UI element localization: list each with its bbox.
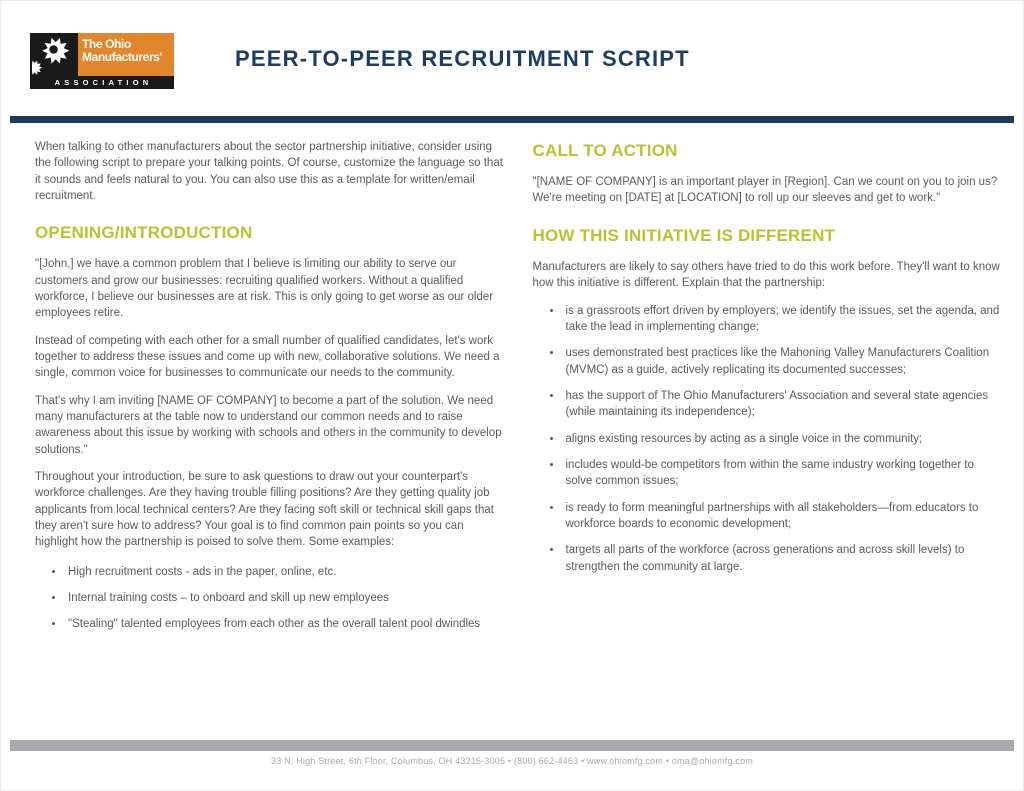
list-item: • targets all parts of the workforce (across generations and across skill levels) to strengthen the community at large.: [563, 542, 1003, 575]
list-item: • uses demonstrated best practices like the Mahoning Valley Manufacturers Coalition (MVMC) as a guide, actively replicating its documented successes;: [563, 345, 1003, 378]
list-item: • "Stealing" talented employees from each other as the overall talent pool dwindles: [65, 616, 505, 632]
list-item: • High recruitment costs - ads in the paper, online, etc.: [65, 564, 505, 580]
right-column: [533, 139, 1003, 643]
logo-association-bar: ASSOCIATION: [30, 76, 174, 89]
opening-paragraph-4: Throughout your introduction, be sure to ask questions to draw out your counterpart's workforce challenges. Are they having trouble filling positions? Are they getting quality job applicants from local technical centers? Are they facing soft skill or technical skill gaps that they aren't sure how to address? Your goal is to find common pain points so you can highlight how the partnership is poised to solve them. Some examples:: [35, 471, 494, 549]
different-intro: Manufacturers are likely to say others have tried to do this work before. They'll want to know how this initiative is different. Explain that the partnership:: [532, 260, 1000, 290]
opening-paragraph-1: "[John,] we have a common problem that I believe is limiting our ability to serve our customers and grow our businesses: recruiting qualified workers. Without a qualified workforce, I believe our businesses are at risk. This is only going to get worse as our older employees retire.: [35, 258, 494, 320]
list-item: • is a grassroots effort driven by employers; we identify the issues, set the agenda, and take the lead in implementing change;: [563, 303, 1003, 336]
call-to-action-heading: CALL TO ACTION: [532, 141, 678, 160]
page-title: PEER-TO-PEER RECRUITMENT SCRIPT: [235, 46, 690, 71]
list-item: • has the support of The Ohio Manufacturers' Association and several state agencies (while maintaining its independence);: [563, 388, 1003, 421]
footer-divider: [10, 740, 1014, 751]
different-heading: HOW THIS INITIATIVE IS DIFFERENT: [532, 225, 836, 245]
opening-heading: OPENING/INTRODUCTION: [35, 223, 253, 243]
oma-logo: [30, 33, 174, 89]
list-item: • is ready to form meaningful partnerships with all stakeholders—from educators to workforce boards to economic development;: [563, 500, 1003, 533]
footer-contact-info: 33 N. High Street, 6th Floor, Columbus, OH 43215-3005 • (800) 662-4463 • www.ohiomfg.com • oma@ohiomfg.com: [270, 756, 753, 766]
intro-paragraph: When talking to other manufacturers about the sector partnership initiative, consider using the following script to prepare your talking points. Of course, customize the language so that it sounds and feels natural to you. You can also use this as a template for written/email recruitment.: [35, 141, 503, 202]
logo-line1: The Ohio: [82, 37, 131, 51]
gear-icon: [30, 33, 78, 76]
logo-line2: Manufacturers': [82, 50, 162, 65]
oma-logo-top: [30, 33, 174, 76]
call-to-action-paragraph: "[NAME OF COMPANY] is an important player in [Region]. Can we count on you to join us? We're meeting on [DATE] at [LOCATION] to roll up our sleeves and get to work.": [532, 176, 998, 205]
pain-points-list: [35, 564, 505, 633]
header-divider: [10, 116, 1014, 123]
left-column: [35, 139, 505, 643]
list-item: • aligns existing resources by acting as a single voice in the community;: [563, 431, 1003, 447]
list-item: • includes would-be competitors from within the same industry working together to solve common issues;: [563, 457, 1003, 490]
logo-wordmark: [78, 33, 174, 76]
different-list: [533, 303, 1003, 575]
list-item: • Internal training costs – to onboard and skill up new employees: [65, 590, 505, 606]
content-columns: [35, 139, 1002, 643]
opening-paragraph-3: That's why I am inviting [NAME OF COMPANY] to become a part of the solution. We need many manufacturers at the table now to understand our common needs and to raise awareness about this issue by working with schools and others in the community to develop solutions.": [35, 394, 502, 456]
opening-paragraph-2: Instead of competing with each other for a small number of qualified candidates, let's work together to address these issues and come up with new, collaborative solutions. We need a single, common voice for businesses to communicate our needs to the community.: [35, 334, 500, 380]
